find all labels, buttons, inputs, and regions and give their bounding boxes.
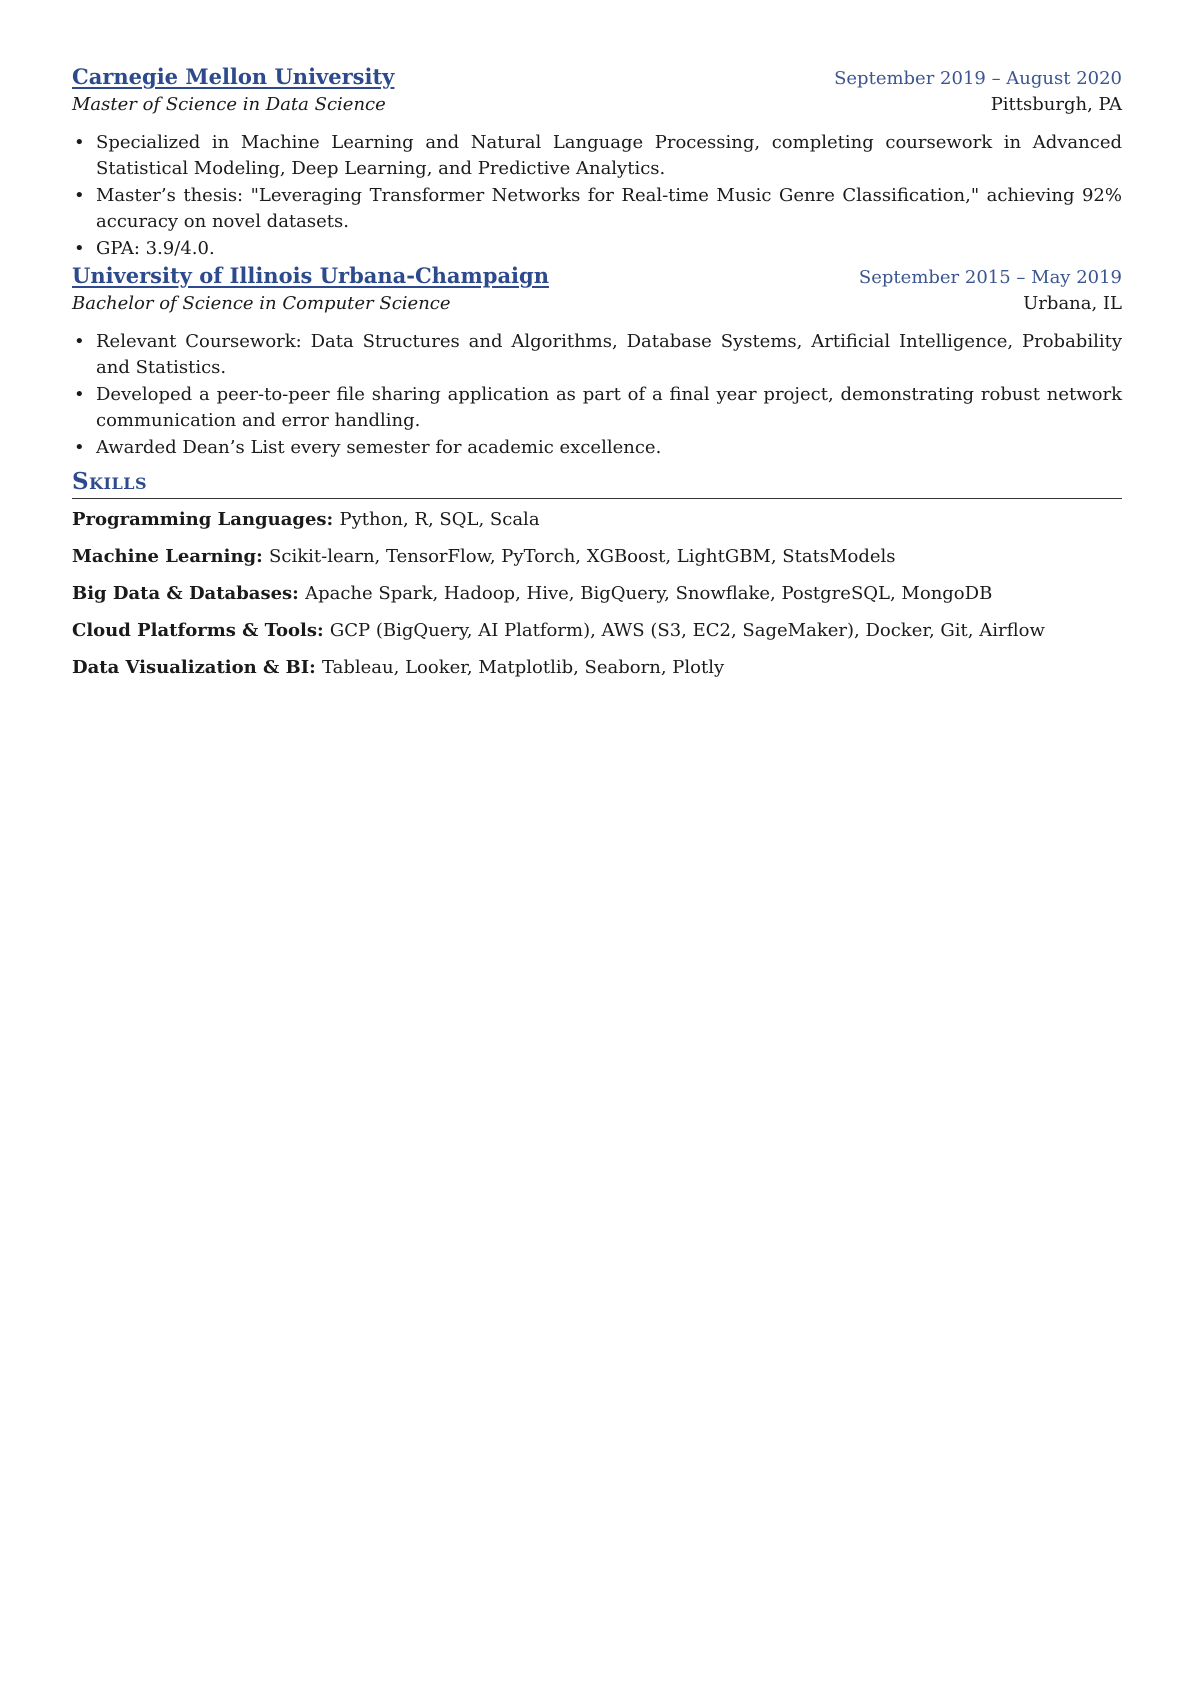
skill-row	[72, 507, 1122, 533]
skills-list	[72, 507, 1122, 681]
list-item: • Awarded Dean’s List every semester for academic excellence.	[96, 435, 1122, 461]
education-bullets	[72, 130, 1122, 262]
skill-label: Cloud Platforms & Tools:	[72, 620, 330, 641]
education-dates: September 2019 – August 2020	[834, 68, 1122, 89]
list-item: • Relevant Coursework: Data Structures and Algorithms, Database Systems, Artificial Intelligence, Probability and Statistics.	[96, 329, 1122, 381]
skill-value: Tableau, Looker, Matplotlib, Seaborn, Plotly	[322, 657, 725, 678]
degree-title: Bachelor of Science in Computer Science	[72, 293, 451, 314]
education-entry-cmu	[72, 64, 1122, 262]
skill-label: Programming Languages:	[72, 509, 340, 530]
list-item: • Master’s thesis: "Leveraging Transformer Networks for Real-time Music Genre Classification," achieving 92% accuracy on novel datasets.	[96, 183, 1122, 235]
skill-label: Data Visualization & BI:	[72, 657, 323, 678]
skill-row	[72, 544, 1122, 570]
skill-label: Big Data & Databases:	[72, 583, 306, 604]
education-dates: September 2015 – May 2019	[858, 267, 1122, 288]
education-subheader	[72, 94, 1122, 122]
skill-value: Apache Spark, Hadoop, Hive, BigQuery, Snowflake, PostgreSQL, MongoDB	[305, 583, 993, 604]
education-subheader	[72, 293, 1122, 321]
school-link[interactable]: Carnegie Mellon University	[72, 64, 395, 89]
section-title-skills: Skills	[72, 467, 1122, 499]
skill-row	[72, 618, 1122, 644]
skill-value: Python, R, SQL, Scala	[339, 509, 540, 530]
education-entry-uiuc	[72, 263, 1122, 461]
school-link[interactable]: University of Illinois Urbana-Champaign	[72, 263, 549, 288]
list-item: • GPA: 3.9/4.0.	[96, 236, 1122, 262]
education-location: Pittsburgh, PA	[990, 94, 1122, 115]
list-item: • Specialized in Machine Learning and Natural Language Processing, completing coursework in Advanced Statistical Modeling, Deep Learning, and Predictive Analytics.	[96, 130, 1122, 182]
skill-row	[72, 655, 1122, 681]
skill-row	[72, 581, 1122, 607]
skill-label: Machine Learning:	[72, 546, 270, 567]
education-location: Urbana, IL	[1023, 293, 1122, 314]
skill-value: Scikit-learn, TensorFlow, PyTorch, XGBoost, LightGBM, StatsModels	[269, 546, 896, 567]
education-bullets	[72, 329, 1122, 461]
education-header	[72, 263, 1122, 293]
skill-value: GCP (BigQuery, AI Platform), AWS (S3, EC2, SageMaker), Docker, Git, Airflow	[329, 620, 1045, 641]
list-item: • Developed a peer-to-peer file sharing application as part of a final year project, demonstrating robust network communication and error handling.	[96, 382, 1122, 434]
education-header	[72, 64, 1122, 94]
degree-title: Master of Science in Data Science	[72, 94, 386, 115]
resume-page	[72, 64, 1122, 681]
